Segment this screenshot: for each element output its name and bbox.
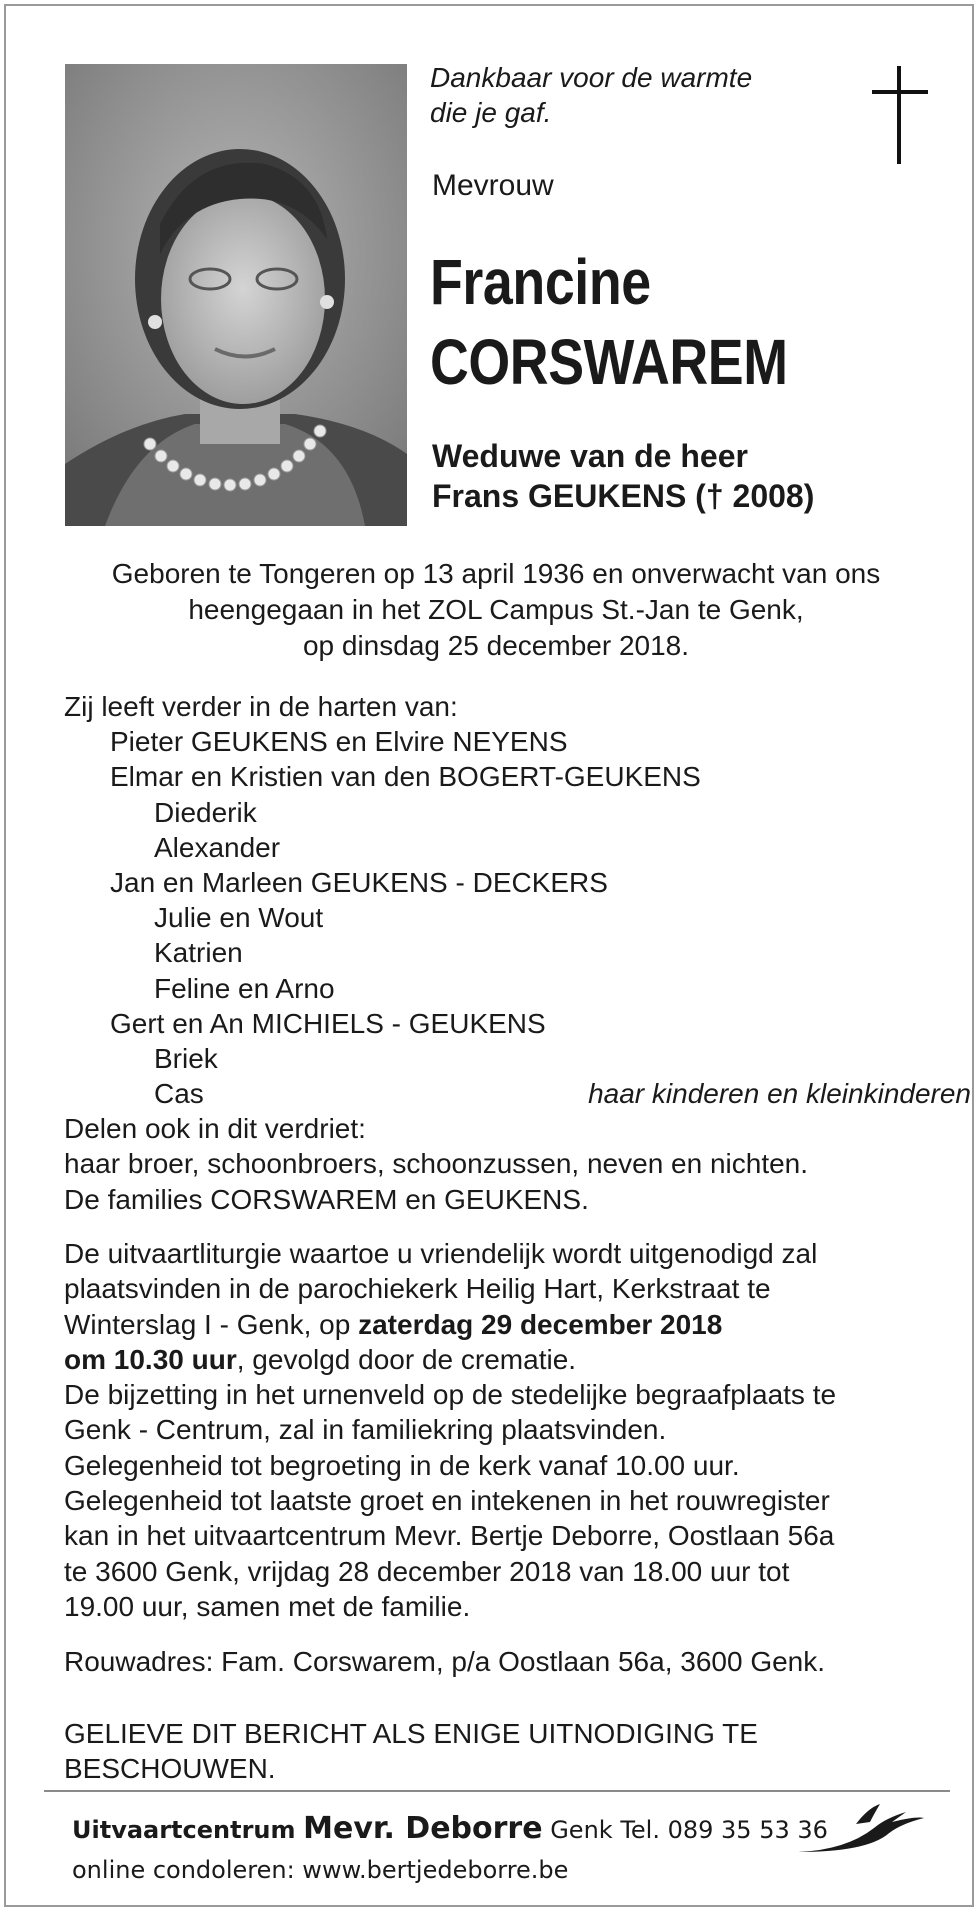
notice-line: BESCHOUWEN.	[64, 1753, 276, 1784]
funeral-line: Genk - Centrum, zal in familiekring plaatsvinden.	[64, 1414, 667, 1446]
child-name: Elmar en Kristien van den BOGERT-GEUKENS	[110, 761, 701, 793]
funeral-date: zaterdag 29 december 2018	[358, 1308, 723, 1340]
child-name: Pieter GEUKENS en Elvire NEYENS	[110, 726, 568, 758]
quote-line: die je gaf.	[430, 97, 552, 128]
quote-line: Dankbaar voor de warmte	[430, 62, 753, 93]
mourning-address: Rouwadres: Fam. Corswarem, p/a Oostlaan 56a, 3600 Genk.	[64, 1646, 826, 1677]
also-grieving: Delen ook in dit verdriet:	[64, 1113, 366, 1145]
grandchild-name: Cas	[154, 1078, 204, 1110]
funeral-home-name: Mevr. Deborre	[303, 1811, 543, 1846]
first-name: Francine	[430, 246, 651, 318]
child-name: Jan en Marleen GEUKENS - DECKERS	[110, 866, 608, 898]
funeral-line	[64, 1342, 944, 1377]
portrait-photo	[65, 64, 407, 526]
footer-divider	[44, 1790, 950, 1792]
funeral-line: Gelegenheid tot begroeting in de kerk vanaf 10.00 uur.	[64, 1449, 740, 1481]
birth-death-text	[46, 556, 946, 664]
funeral-details	[64, 1236, 944, 1624]
notice-line: GELIEVE DIT BERICHT ALS ENIGE UITNODIGING TE	[64, 1718, 758, 1749]
online-condolence[interactable]: online condoleren: www.bertjedeborre.be	[72, 1856, 569, 1884]
birth-line: Geboren te Tongeren op 13 april 1936 en onverwacht van ons	[111, 558, 881, 589]
funeral-time: om 10.30 uur	[64, 1343, 237, 1375]
funeral-line: te 3600 Genk, vrijdag 28 december 2018 van 18.00 uur tot	[64, 1555, 790, 1587]
family-intro: Zij leeft verder in de harten van:	[64, 691, 458, 722]
funeral-line	[64, 1307, 944, 1342]
deceased-name	[430, 242, 788, 402]
last-name: CORSWAREM	[430, 326, 788, 398]
funeral-home-line	[72, 1811, 828, 1848]
family-list	[64, 689, 971, 1217]
widow-line: Frans GEUKENS († 2008)	[432, 478, 815, 514]
grandchild-name: Feline en Arno	[154, 972, 335, 1004]
funeral-home-city: Genk	[550, 1816, 613, 1844]
birth-line: heengegaan in het ZOL Campus St.-Jan te Genk,	[188, 594, 804, 625]
funeral-line: De bijzetting in het urnenveld op de stedelijke begraafplaats te	[64, 1379, 837, 1411]
funeral-home-phone[interactable]: Tel. 089 35 53 36	[620, 1816, 828, 1844]
opening-quote	[430, 60, 850, 130]
also-grieving: haar broer, schoonbroers, schoonzussen, neven en nichten.	[64, 1148, 809, 1180]
swallow-logo-icon	[796, 1802, 926, 1856]
funeral-line: plaatsvinden in de parochiekerk Heilig Hart, Kerkstraat te	[64, 1273, 771, 1305]
family-caption: haar kinderen en kleinkinderen	[588, 1078, 971, 1110]
funeral-text: , gevolgd door de crematie.	[236, 1343, 577, 1375]
funeral-line: 19.00 uur, samen met de familie.	[64, 1590, 471, 1622]
latin-cross-icon	[872, 66, 928, 164]
grandchild-name: Diederik	[154, 796, 257, 828]
grandchild-name: Katrien	[154, 937, 243, 969]
obituary-card	[4, 4, 974, 1907]
invitation-notice	[64, 1716, 758, 1786]
funeral-line: Gelegenheid tot laatste groet en intekenen in het rouwregister	[64, 1485, 830, 1517]
birth-line: op dinsdag 25 december 2018.	[302, 630, 690, 661]
funeral-text: Winterslag I - Genk, op	[64, 1308, 359, 1340]
honorific: Mevrouw	[432, 169, 554, 202]
funeral-line: kan in het uitvaartcentrum Mevr. Bertje Deborre, Oostlaan 56a	[64, 1520, 835, 1552]
grandchild-row	[64, 1076, 971, 1111]
funeral-home-prefix: Uitvaartcentrum	[72, 1816, 296, 1844]
grandchild-name: Alexander	[154, 831, 281, 863]
grandchild-name: Briek	[154, 1042, 218, 1074]
also-grieving: De families CORSWAREM en GEUKENS.	[64, 1183, 589, 1215]
grandchild-name: Julie en Wout	[154, 902, 324, 934]
widow-of	[432, 436, 814, 516]
child-name: Gert en An MICHIELS - GEUKENS	[110, 1007, 546, 1039]
funeral-line: De uitvaartliturgie waartoe u vriendelijk wordt uitgenodigd zal	[64, 1238, 818, 1269]
widow-line: Weduwe van de heer	[432, 438, 748, 474]
